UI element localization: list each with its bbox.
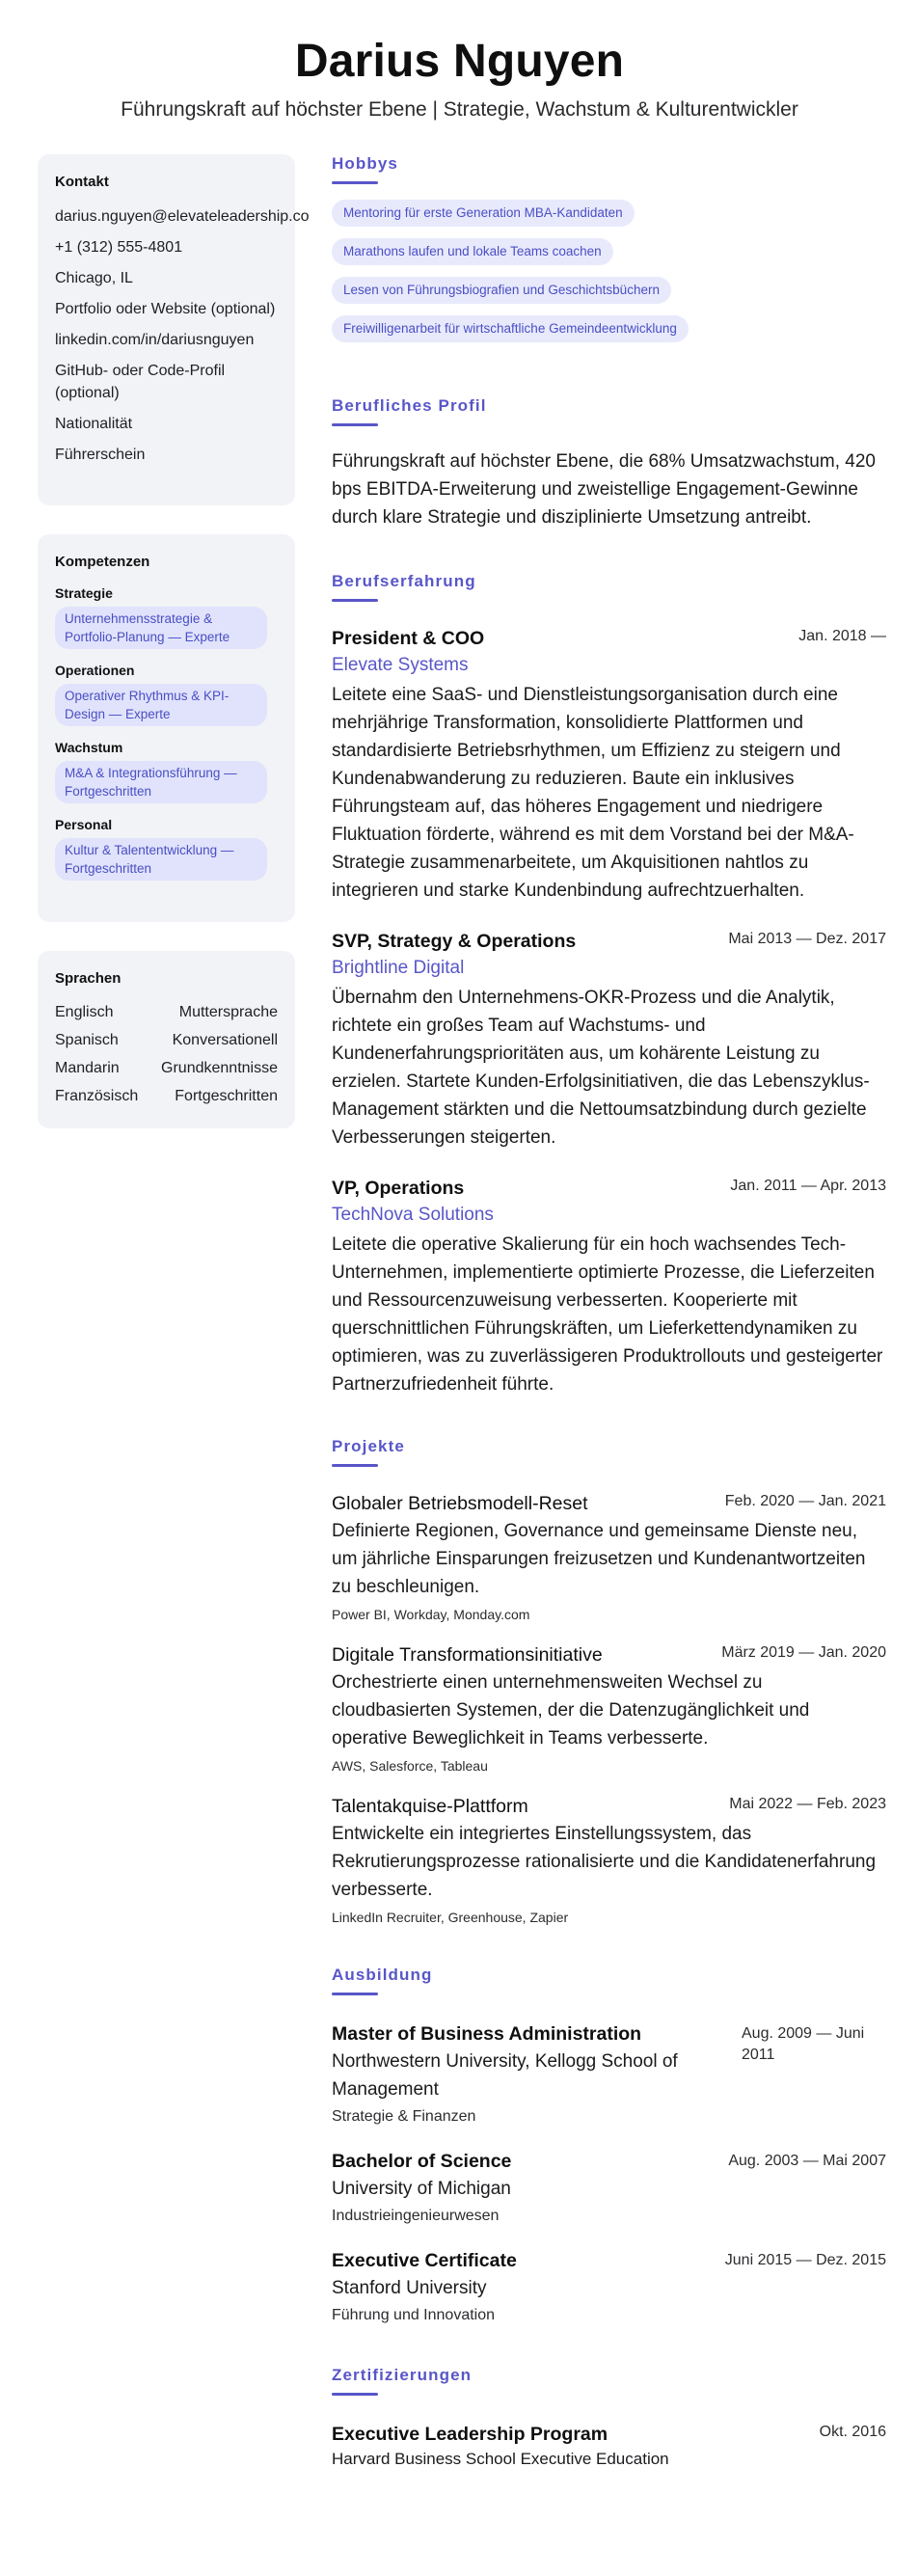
experience-entry — [332, 1175, 886, 1398]
section-divider — [332, 2393, 378, 2396]
job-dates: Mai 2013 — Dez. 2017 — [728, 931, 886, 947]
project-entry — [332, 1641, 886, 1776]
hobbies-title: Hobbys — [332, 154, 398, 173]
school-name: University of Michigan — [332, 2179, 511, 2199]
project-entry — [332, 1793, 886, 1927]
hobby-pill: Lesen von Führungsbiografien und Geschichtsbüchern — [332, 277, 671, 304]
skill-group — [55, 817, 278, 881]
language-name: Mandarin — [55, 1060, 120, 1076]
contact-email[interactable]: darius.nguyen@elevateleadership.co — [55, 208, 310, 225]
language-level: Grundkenntnisse — [161, 1060, 278, 1076]
skill-group-title: Strategie — [55, 585, 113, 601]
certifications-title: Zertifizierungen — [332, 2366, 473, 2384]
project-dates: März 2019 — Jan. 2020 — [721, 1644, 886, 1661]
skill-group-title: Operationen — [55, 663, 135, 678]
education-section — [332, 1966, 886, 2327]
degree-title: Bachelor of Science — [332, 2151, 512, 2172]
skill-pill: Operativer Rhythmus & KPI-Design — Experte — [55, 684, 267, 726]
language-level: Muttersprache — [178, 1004, 278, 1020]
language-row — [55, 1030, 278, 1051]
degree-title: Executive Certificate — [332, 2250, 517, 2271]
hobby-pill: Freiwilligenarbeit für wirtschaftliche Gemeindeentwicklung — [332, 315, 689, 342]
job-dates: Jan. 2011 — Apr. 2013 — [730, 1178, 886, 1194]
education-title: Ausbildung — [332, 1966, 433, 1984]
sidebar — [38, 154, 310, 1157]
skill-group — [55, 585, 278, 649]
job-description: Leitete eine SaaS- und Dienstleistungsorganisation durch eine mehrjährige Transformation, konsolidierte Plattformen und standardisierte Betriebsrhythmen, um Effizienz zu steigern und Kundenabwanderung zu reduzieren. Baute ein inklusives Führungsteam auf, das höheres Engagement und niedrigere Fluktuation förderte, während es mit dem Vorstand bei der M&A-Strategie zusammenarbeitete, um Akquisitionen nahtlos zu integrieren und starke Kundenbindung aufrechtzuerhalten. — [332, 685, 854, 901]
degree-title: Master of Business Administration — [332, 2023, 642, 2045]
contact-nationality: Nationalität — [55, 416, 133, 432]
skill-group — [55, 740, 278, 803]
experience-entry — [332, 928, 886, 1152]
project-tools: AWS, Salesforce, Tableau — [332, 1758, 488, 1774]
skills-card — [38, 534, 295, 922]
section-divider — [332, 599, 378, 602]
job-title: SVP, Strategy & Operations — [332, 931, 577, 952]
language-name: Französisch — [55, 1088, 139, 1104]
job-description: Übernahm den Unternehmens-OKR-Prozess und die Analytik, richtete ein großes Team auf Wachstums- und Kundenerfahrungsprioritäten aus, um kohärente Leistung zu erzielen. Startete Kunden-Erfolgsinitiativen, die das Lebenszyklus-Management stärkten und die Nettoumsatzbindung durch gezielte Verbesserungen steigerten. — [332, 988, 870, 1148]
company-name: Brightline Digital — [332, 958, 465, 978]
contact-title: Kontakt — [55, 174, 109, 190]
job-title: VP, Operations — [332, 1178, 465, 1199]
project-entry — [332, 1490, 886, 1624]
contact-card — [38, 154, 310, 505]
field-of-study: Führung und Innovation — [332, 2307, 496, 2323]
project-tools: Power BI, Workday, Monday.com — [332, 1607, 530, 1622]
language-row — [55, 1058, 278, 1079]
experience-section — [332, 572, 886, 1398]
project-name: Globaler Betriebsmodell-Reset — [332, 1493, 588, 1514]
profile-title: Berufliches Profil — [332, 396, 487, 415]
resume-header — [0, 33, 919, 123]
language-row — [55, 1002, 278, 1023]
language-row — [55, 1086, 278, 1107]
skill-group — [55, 663, 278, 726]
projects-title: Projekte — [332, 1437, 405, 1455]
section-divider — [332, 423, 378, 426]
project-name: Digitale Transformationsinitiative — [332, 1644, 603, 1666]
skill-pill: Unternehmensstrategie & Portfolio-Planung — Experte — [55, 607, 267, 649]
profile-text: Führungskraft auf höchster Ebene, die 68% Umsatzwachstum, 420 bps EBITDA-Erweiterung und zweistellige Engagement-Gewinne durch klare Strategie und disziplinierte Umsetzung antreibt. — [332, 451, 876, 528]
contact-phone[interactable]: +1 (312) 555-4801 — [55, 239, 183, 256]
hobby-pill: Mentoring für erste Generation MBA-Kandidaten — [332, 200, 635, 227]
skill-group-title: Wachstum — [55, 740, 123, 755]
education-dates: Aug. 2003 — Mai 2007 — [728, 2153, 886, 2169]
main-content — [332, 154, 886, 2471]
certification-entry — [332, 2421, 886, 2471]
projects-section — [332, 1437, 886, 1927]
project-description: Entwickelte ein integriertes Einstellungssystem, das Rekrutierungsprozesse rationalisierte und die Kandidatenerfahrung verbesserte. — [332, 1824, 877, 1900]
project-description: Definierte Regionen, Governance und gemeinsame Dienste neu, um jährliche Einsparungen freizusetzen und Kundenantwortzeiten zu beschleunigen. — [332, 1521, 866, 1597]
project-tools: LinkedIn Recruiter, Greenhouse, Zapier — [332, 1910, 569, 1925]
job-dates: Jan. 2018 — — [798, 628, 886, 644]
job-title: President & COO — [332, 628, 485, 649]
education-entry — [332, 2148, 886, 2228]
language-level: Konversationell — [172, 1032, 278, 1048]
section-divider — [332, 181, 378, 184]
certification-name: Executive Leadership Program — [332, 2424, 608, 2445]
hobbies-list — [332, 188, 886, 342]
company-name: Elevate Systems — [332, 655, 469, 675]
languages-title: Sprachen — [55, 970, 122, 987]
contact-license: Führerschein — [55, 447, 146, 463]
skills-title: Kompetenzen — [55, 554, 150, 570]
profile-section — [332, 396, 886, 531]
section-divider — [332, 1993, 378, 1995]
certification-issuer: Harvard Business School Executive Education — [332, 2450, 669, 2468]
section-divider — [332, 1464, 378, 1467]
field-of-study: Industrieingenieurwesen — [332, 2208, 500, 2224]
language-name: Spanisch — [55, 1032, 119, 1048]
skill-group-title: Personal — [55, 817, 113, 832]
project-dates: Mai 2022 — Feb. 2023 — [729, 1796, 886, 1812]
project-name: Talentakquise-Plattform — [332, 1796, 528, 1817]
language-name: Englisch — [55, 1004, 114, 1020]
candidate-tagline: Führungskraft auf höchster Ebene | Strategie, Wachstum & Kulturentwickler — [121, 98, 798, 121]
contact-location: Chicago, IL — [55, 270, 133, 286]
contact-portfolio[interactable]: Portfolio oder Website (optional) — [55, 301, 276, 317]
school-name: Northwestern University, Kellogg School of Management — [332, 2051, 678, 2100]
skill-pill: Kultur & Talententwicklung — Fortgeschritten — [55, 838, 267, 881]
hobbies-section — [332, 154, 886, 342]
school-name: Stanford University — [332, 2278, 487, 2298]
contact-linkedin[interactable]: linkedin.com/in/dariusnguyen — [55, 332, 255, 348]
skill-pill: M&A & Integrationsführung — Fortgeschritten — [55, 761, 267, 803]
candidate-name: Darius Nguyen — [294, 36, 625, 87]
language-level: Fortgeschritten — [175, 1088, 278, 1104]
hobby-pill: Marathons laufen und lokale Teams coachen — [332, 238, 613, 265]
experience-title: Berufserfahrung — [332, 572, 476, 590]
project-description: Orchestrierte einen unternehmensweiten Wechsel zu cloudbasierten Systemen, der die Datenzugänglichkeit und operative Beweglichkeit in Teams verbesserte. — [332, 1672, 810, 1749]
experience-entry — [332, 625, 886, 905]
certifications-section — [332, 2366, 886, 2471]
languages-card — [38, 951, 295, 1128]
education-entry — [332, 2020, 886, 2129]
education-dates: Aug. 2009 — Juni 2011 — [742, 2025, 865, 2063]
company-name: TechNova Solutions — [332, 1205, 494, 1225]
job-description: Leitete die operative Skalierung für ein hoch wachsendes Tech-Unternehmen, implementierte optimierte Prozesse, die Lieferzeiten und Ressourcenzuweisung verbesserten. Kooperierte mit querschnittlichen Führungskräften, um Lieferkettendynamiken zu optimieren, was zu zuverlässigeren Produktrollouts und gesteigerter Partnerzufriedenheit führte. — [332, 1234, 883, 1395]
field-of-study: Strategie & Finanzen — [332, 2108, 476, 2125]
project-dates: Feb. 2020 — Jan. 2021 — [724, 1493, 886, 1509]
education-entry — [332, 2247, 886, 2327]
education-dates: Juni 2015 — Dez. 2015 — [724, 2252, 886, 2268]
certification-date: Okt. 2016 — [819, 2424, 886, 2440]
contact-github[interactable]: GitHub- oder Code-Profil (optional) — [55, 363, 226, 401]
